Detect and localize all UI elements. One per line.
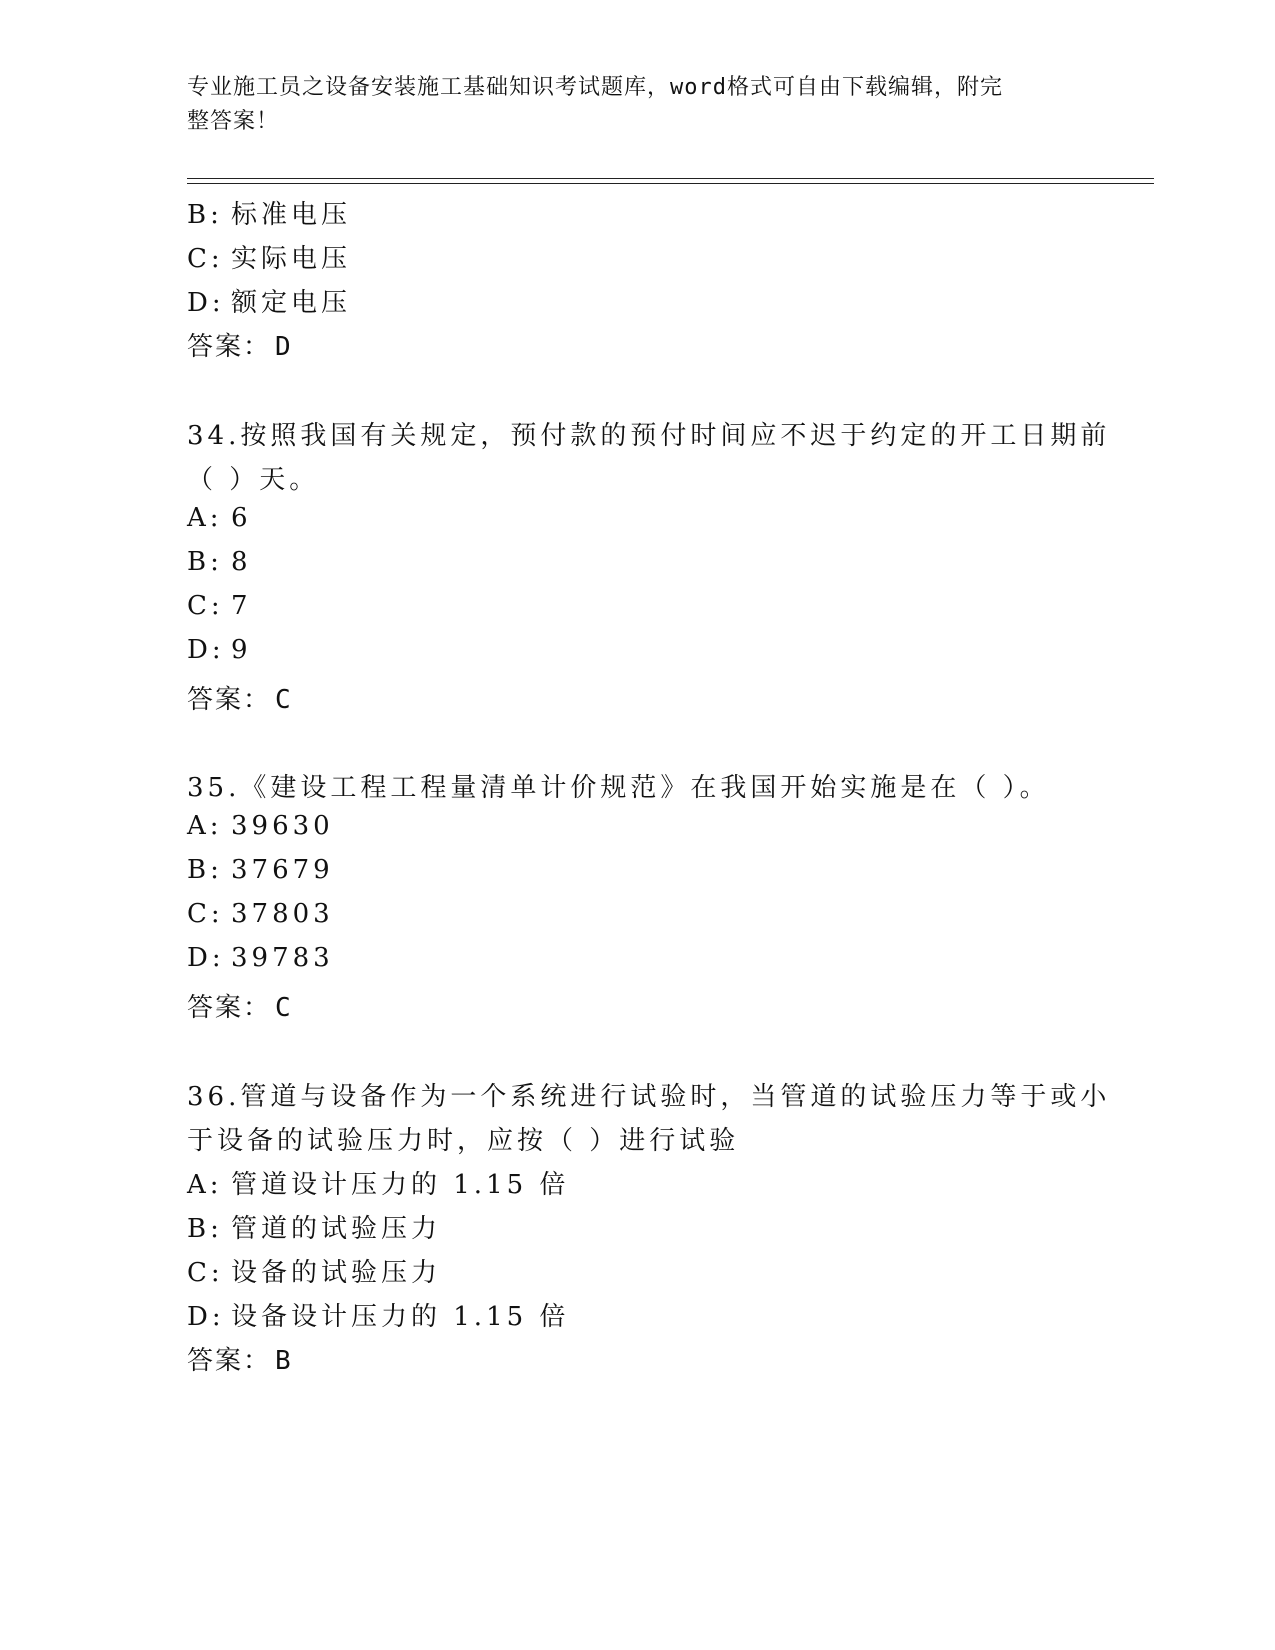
- answer-label: 答案：: [187, 1346, 272, 1376]
- option-letter: A:: [187, 503, 223, 533]
- option-text: 管道的试验压力: [231, 1214, 442, 1244]
- option-letter: B:: [187, 855, 223, 885]
- option-text: 37803: [231, 899, 334, 929]
- answer-value: C: [275, 993, 293, 1023]
- answer-label: 答案：: [187, 332, 272, 362]
- option-text: 9: [231, 635, 252, 665]
- question-35-text: 35.《建设工程工程量清单计价规范》在我国开始实施是在（ ）。: [187, 773, 1050, 803]
- header-rule-top: [187, 178, 1154, 179]
- option-text: 8: [231, 547, 252, 577]
- header-line-1: 专业施工员之设备安装施工基础知识考试题库，word格式可自由下载编辑，附完: [187, 75, 1003, 100]
- option-letter: B:: [187, 1214, 223, 1244]
- option-letter: C:: [187, 1258, 224, 1288]
- option-letter: B:: [187, 547, 223, 577]
- option-text: 6: [231, 503, 252, 533]
- option-text: 管道设计压力的 1.15 倍: [231, 1170, 570, 1200]
- question-34-text-line-2: （ ）天。: [187, 465, 320, 495]
- document-header: [187, 71, 1077, 139]
- answer-value: D: [275, 332, 293, 362]
- option-letter: B:: [187, 200, 223, 230]
- option-b: [187, 855, 334, 885]
- answer-value: B: [275, 1346, 293, 1376]
- answer-label: 答案：: [187, 993, 272, 1023]
- option-text: 实际电压: [231, 244, 352, 274]
- option-letter: C:: [187, 899, 224, 929]
- option-letter: A:: [187, 811, 223, 841]
- option-letter: C:: [187, 244, 224, 274]
- option-letter: D:: [187, 635, 225, 665]
- option-d: [187, 282, 351, 319]
- option-text: 37679: [231, 855, 334, 885]
- option-text: 39630: [231, 811, 334, 841]
- answer-label: 答案：: [187, 685, 272, 715]
- option-c: [187, 238, 351, 275]
- option-text: 额定电压: [231, 288, 352, 318]
- answer-line: [187, 679, 293, 716]
- option-text: 39783: [231, 943, 334, 973]
- option-c: [187, 591, 252, 621]
- header-rule-bottom: [187, 183, 1154, 184]
- answer-value: C: [275, 685, 293, 715]
- question-36-text-line-2: 于设备的试验压力时，应按（ ）进行试验: [187, 1126, 740, 1156]
- option-c: [187, 899, 334, 929]
- option-a: [187, 1164, 569, 1201]
- option-text: 设备设计压力的 1.15 倍: [231, 1302, 570, 1332]
- option-c: [187, 1252, 441, 1289]
- option-b: [187, 547, 252, 577]
- option-b: [187, 194, 351, 231]
- option-a: [187, 503, 252, 533]
- option-letter: C:: [187, 591, 224, 621]
- answer-line: [187, 1340, 293, 1377]
- option-a: [187, 811, 334, 841]
- option-text: 标准电压: [231, 200, 352, 230]
- header-line-2: 整答案！: [187, 109, 280, 134]
- option-d: [187, 1296, 569, 1333]
- option-letter: D:: [187, 288, 225, 318]
- option-d: [187, 943, 334, 973]
- answer-line: [187, 326, 293, 363]
- option-letter: A:: [187, 1170, 223, 1200]
- option-letter: D:: [187, 943, 225, 973]
- question-36-text-line-1: 36.管道与设备作为一个系统进行试验时，当管道的试验压力等于或小: [187, 1082, 1111, 1112]
- question-34-text-line-1: 34.按照我国有关规定，预付款的预付时间应不迟于约定的开工日期前: [187, 421, 1111, 451]
- option-b: [187, 1208, 441, 1245]
- answer-line: [187, 987, 293, 1024]
- option-text: 设备的试验压力: [231, 1258, 442, 1288]
- option-text: 7: [231, 591, 252, 621]
- option-letter: D:: [187, 1302, 225, 1332]
- option-d: [187, 635, 252, 665]
